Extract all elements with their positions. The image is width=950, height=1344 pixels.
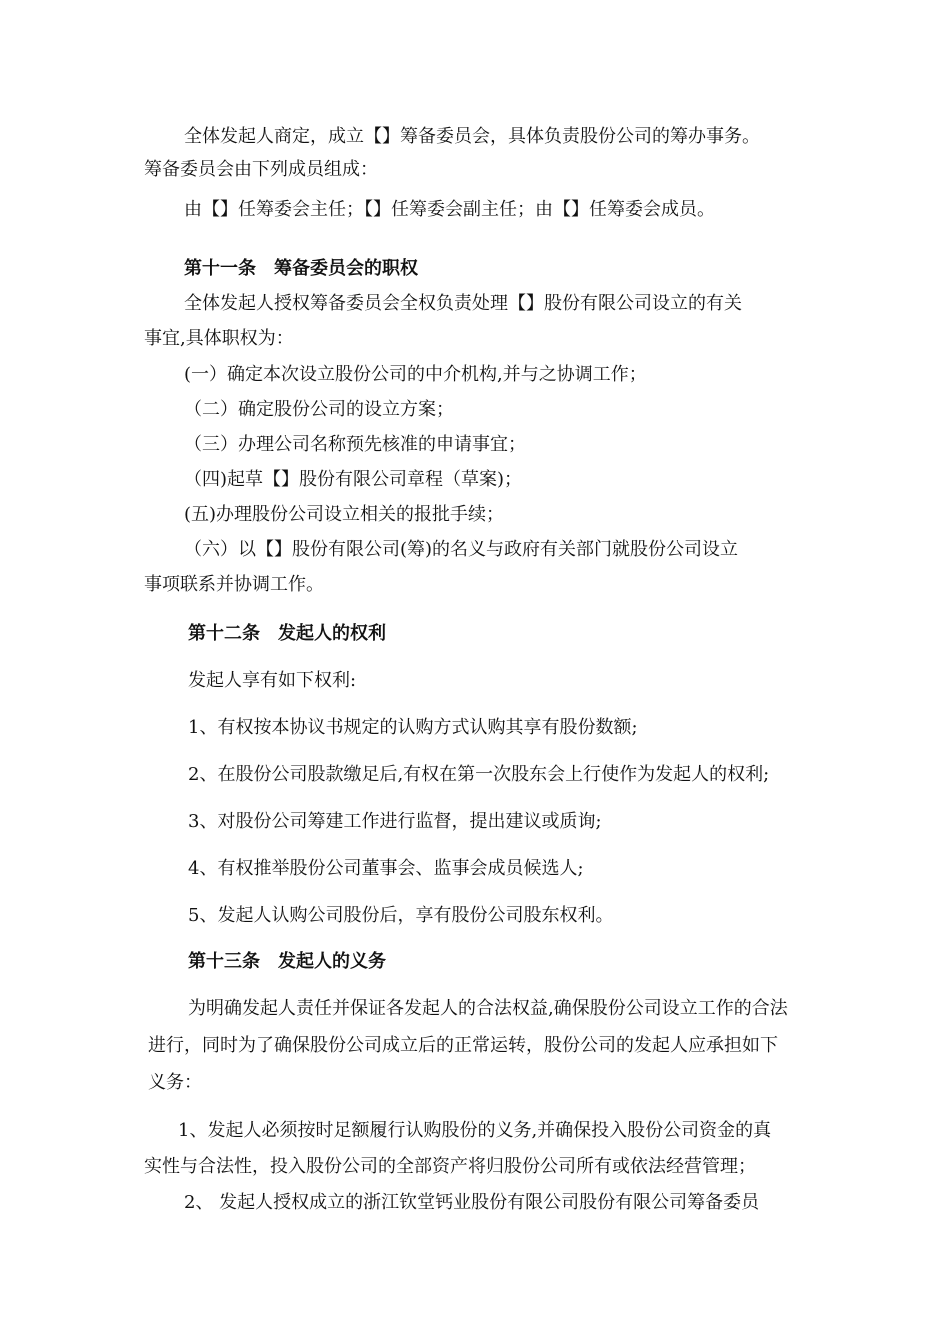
article-13-intro-line-2: 进行，同时为了确保股份公司成立后的正常运转，股份公司的发起人应承担如下 [148, 1035, 778, 1056]
article-12-item-3: 3、对股份公司筹建工作进行监督，提出建议或质询; [188, 811, 602, 832]
article-12-item-5: 5、发起人认购公司股份后，享有股份公司股东权利。 [188, 905, 614, 926]
article-11-intro-line-1: 全体发起人授权筹备委员会全权负责处理【】股份有限公司设立的有关 [184, 293, 742, 314]
article-11-heading: 第十一条 筹备委员会的职权 [184, 258, 418, 279]
article-13-heading: 第十三条 发起人的义务 [188, 951, 386, 972]
article-13-intro-line-3: 义务： [148, 1072, 202, 1093]
article-11-item-5: (五)办理股份公司设立相关的报批手续； [184, 504, 505, 525]
article-11-item-1: (一）确定本次设立股份公司的中介机构,并与之协调工作； [184, 364, 647, 385]
article-11-item-3: （三）办理公司名称预先核准的申请事宜； [184, 434, 526, 455]
intro-paragraph-line-1: 全体发起人商定，成立【】筹备委员会，具体负责股份公司的筹办事务。 [184, 126, 760, 147]
article-11-item-4: （四)起草【】股份有限公司章程（草案)； [184, 469, 523, 490]
article-12-heading: 第十二条 发起人的权利 [188, 623, 386, 644]
article-12-item-1: 1、有权按本协议书规定的认购方式认购其享有股份数额; [188, 717, 638, 738]
intro-paragraph-line-2: 筹备委员会由下列成员组成： [144, 159, 378, 180]
article-11-item-6-continued: 事项联系并协调工作。 [144, 574, 324, 595]
committee-members-line: 由【】任筹委会主任；【】任筹委会副主任；由【】任筹委会成员。 [184, 199, 715, 220]
article-13-item-1-line-2: 实性与合法性，投入股份公司的全部资产将归股份公司所有或依法经营管理； [144, 1156, 756, 1177]
article-13-item-2-line-1: 2、 发起人授权成立的浙江钦堂钙业股份有限公司股份有限公司筹备委员 [184, 1192, 760, 1213]
article-13-item-1-line-1: 1、发起人必须按时足额履行认购股份的义务,并确保投入股份公司资金的真 [178, 1120, 772, 1141]
article-13-intro-line-1: 为明确发起人责任并保证各发起人的合法权益,确保股份公司设立工作的合法 [188, 998, 788, 1019]
article-11-item-6: （六）以【】股份有限公司(筹)的名义与政府有关部门就股份公司设立 [184, 539, 739, 560]
article-11-item-2: （二）确定股份公司的设立方案； [184, 399, 454, 420]
article-12-intro: 发起人享有如下权利: [188, 670, 357, 691]
article-11-intro-line-2: 事宜,具体职权为： [144, 328, 294, 349]
article-12-item-2: 2、在股份公司股款缴足后,有权在第一次股东会上行使作为发起人的权利; [188, 764, 770, 785]
article-12-item-4: 4、有权推举股份公司董事会、监事会成员候选人; [188, 858, 584, 879]
